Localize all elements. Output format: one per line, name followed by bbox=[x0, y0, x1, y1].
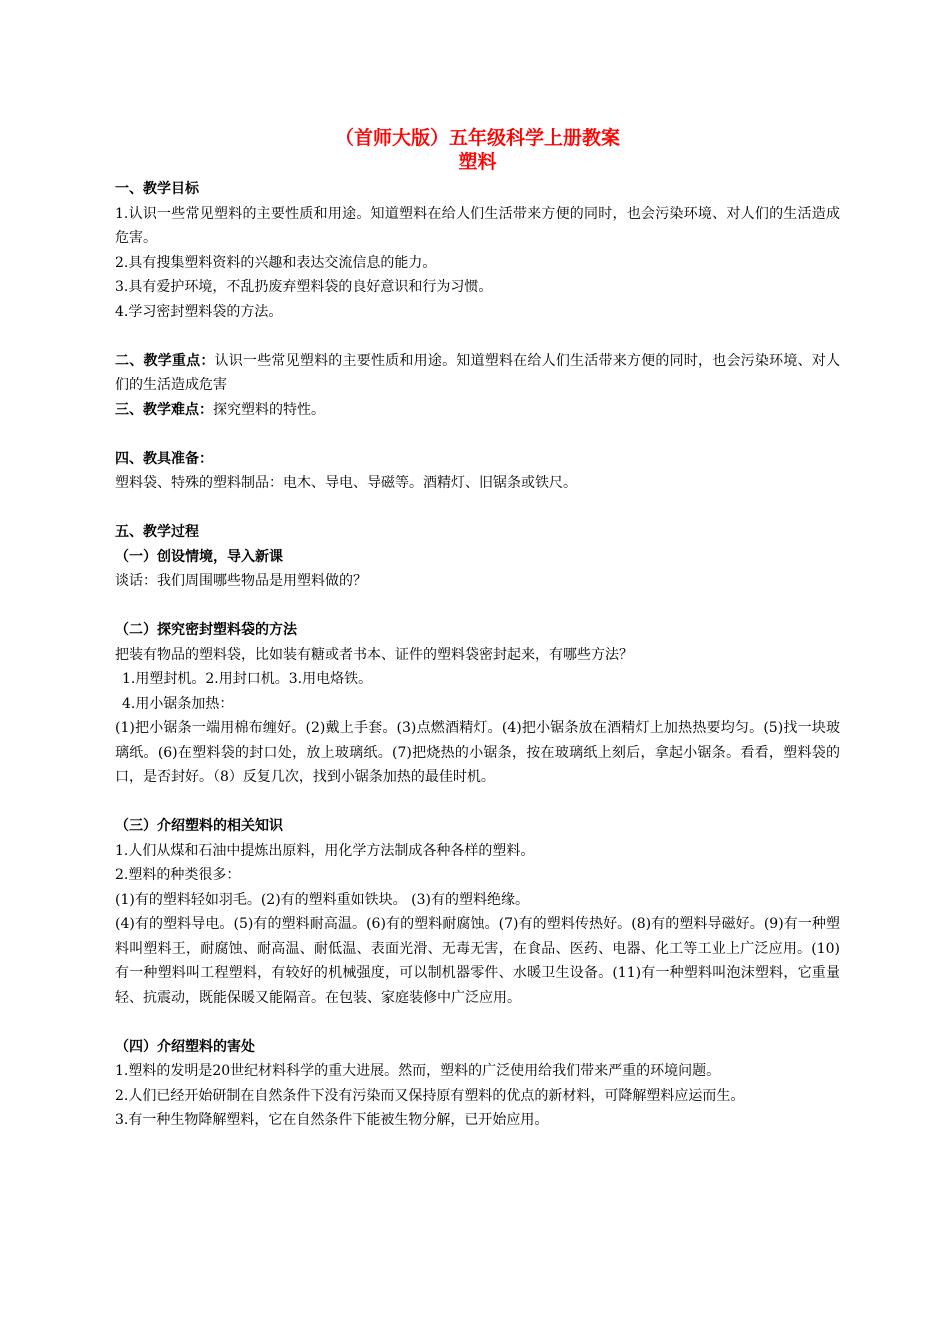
section-3-text: 探究塑料的特性。 bbox=[213, 401, 325, 418]
spacer bbox=[115, 496, 840, 521]
part-3-heading: （三）介绍塑料的相关知识 bbox=[115, 818, 283, 834]
part-4-heading: （四）介绍塑料的害处 bbox=[115, 1038, 255, 1055]
section-1-item-3: 3.具有爱护环境，不乱扔废弃塑料袋的良好意识和行为习惯。 bbox=[115, 279, 493, 295]
part-3-kinds-b: (4)有的塑料导电。(5)有的塑料耐高温。(6)有的塑料耐腐蚀。(7)有的塑料传热好。(8)有的塑料导磁好。(9)有一种塑料叫塑料王，耐腐蚀、耐高温、耐低温、表面光滑、无毒无害，在食品、医药、电器、化工等工业上广泛应用。(10)有一种塑料叫工程塑料，有较好的机械强度，可以制机器零件、水暖卫生设备。(11)有一种塑料叫泡沫塑料，它重量轻、抗震动，既能保暖又能隔音。在包装、家庭装修中广泛应用。 bbox=[115, 916, 840, 1006]
part-2-steps: (1)把小锯条一端用棉布缠好。(2)戴上手套。(3)点燃酒精灯。(4)把小锯条放在酒精灯上加热热要均匀。(5)找一块玻璃纸。(6)在塑料袋的封口处，放上玻璃纸。(7)把烧热的小锯条，按在玻璃纸上刻后，拿起小锯条。看看，塑料袋的口，是否封好。（8）反复几次，找到小锯条加热的最佳时机。 bbox=[115, 720, 840, 785]
part-1-heading: （一）创设情境，导入新课 bbox=[115, 548, 283, 565]
document-page bbox=[115, 126, 840, 1133]
part-4-item-2: 2.人们已经开始研制在自然条件下没有污染而又保持原有塑料的优点的新材料，可降解塑料应运而生。 bbox=[115, 1087, 745, 1104]
part-2-intro: 把装有物品的塑料袋，比如装有糖或者书本、证件的塑料袋密封起来，有哪些方法？ bbox=[115, 646, 633, 663]
part-4-item-1: 1.塑料的发明是20世纪材料科学的重大进展。然而，塑料的广泛使用给我们带来严重的环境问题。 bbox=[115, 1063, 721, 1079]
section-2 bbox=[115, 349, 840, 398]
section-2-label: 二、教学重点： bbox=[115, 352, 215, 369]
part-1-text: 谈话：我们周围哪些物品是用塑料做的？ bbox=[115, 573, 367, 589]
section-1-heading: 一、教学目标 bbox=[115, 181, 199, 197]
part-4-item-3: 3.有一种生物降解塑料，它在自然条件下能被生物分解，已开始应用。 bbox=[115, 1112, 549, 1128]
section-2-text: 认识一些常见塑料的主要性质和用途。知道塑料在给人们生活带来方便的同时，也会污染环境、对人们的生活造成危害 bbox=[115, 352, 841, 393]
document-subtitle: 塑料 bbox=[458, 151, 497, 173]
spacer bbox=[115, 422, 840, 447]
spacer bbox=[115, 594, 840, 619]
section-4-text: 塑料袋、特殊的塑料制品：电木、导电、导磁等。酒精灯、旧锯条或铁尺。 bbox=[115, 475, 577, 491]
document-title: （首师大版）五年级科学上册教案 bbox=[334, 127, 620, 149]
part-2-heading: （二）探究密封塑料袋的方法 bbox=[115, 622, 297, 638]
part-3-item-2: 2.塑料的种类很多： bbox=[115, 867, 241, 883]
part-2-method-4: 4.用小锯条加热： bbox=[122, 695, 234, 712]
section-5-heading: 五、教学过程 bbox=[115, 524, 199, 540]
section-3 bbox=[115, 398, 840, 423]
spacer bbox=[115, 324, 840, 349]
part-3-kinds-a: (1)有的塑料轻如羽毛。(2)有的塑料重如铁块。 (3)有的塑料绝缘。 bbox=[115, 891, 529, 908]
part-3-item-1: 1.人们从煤和石油中提炼出原料，用化学方法制成各种各样的塑料。 bbox=[115, 842, 535, 859]
section-1-item-2: 2.具有搜集塑料资料的兴趣和表达交流信息的能力。 bbox=[115, 254, 437, 271]
section-1-item-1: 1.认识一些常见塑料的主要性质和用途。知道塑料在给人们生活带来方便的同时，也会污染环境、对人们的生活造成危害。 bbox=[115, 205, 840, 246]
part-2-methods: 1.用塑封机。2.用封口机。3.用电烙铁。 bbox=[122, 671, 373, 687]
spacer bbox=[115, 790, 840, 815]
section-1-item-4: 4.学习密封塑料袋的方法。 bbox=[115, 303, 283, 320]
spacer bbox=[115, 1010, 840, 1035]
section-4-heading: 四、教具准备： bbox=[115, 450, 213, 467]
section-3-label: 三、教学难点： bbox=[115, 401, 213, 418]
